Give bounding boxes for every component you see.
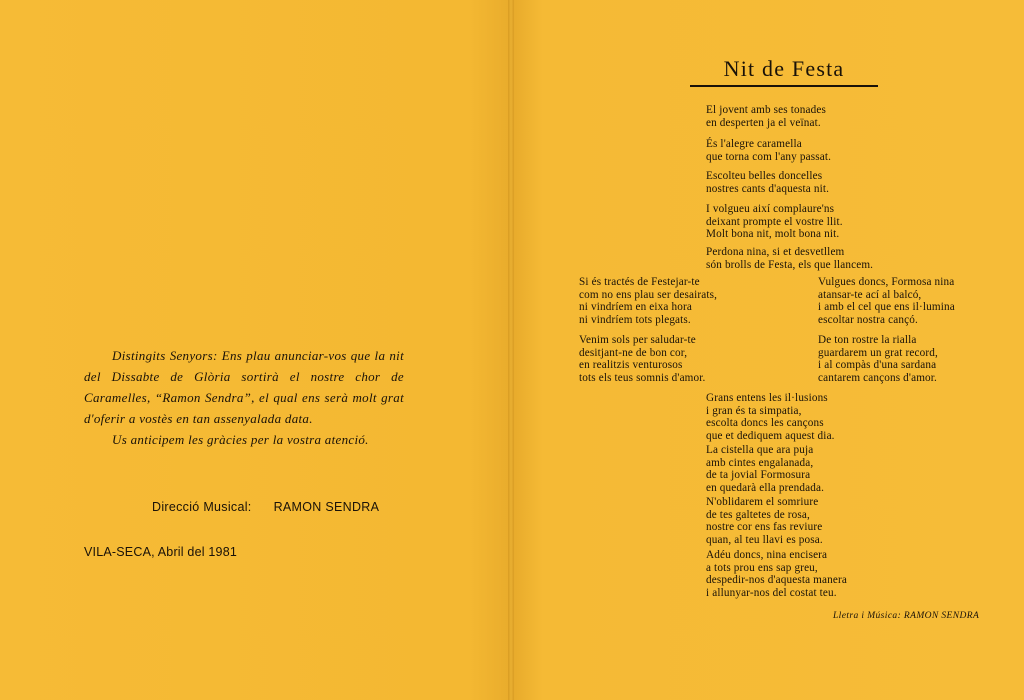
poem-line: Perdona nina, si et desvetllem	[706, 246, 845, 258]
poem-line: nostres cants d'aquesta nit.	[706, 182, 830, 195]
poem-line: deixant prompte el vostre llit.	[706, 215, 843, 228]
poem-line: N'oblidarem el somriure	[706, 496, 819, 508]
poem-line: És l'alegre caramella	[706, 138, 802, 150]
stanza-7	[818, 276, 955, 326]
poem-line: en realitzis venturosos	[579, 359, 683, 371]
poem-line: De ton rostre la rialla	[818, 334, 917, 346]
stanza-4	[706, 203, 843, 241]
stanza-8	[579, 334, 705, 384]
poem-line: quan, al teu llavi es posa.	[706, 533, 823, 546]
poem-line: de ta jovial Formosura	[706, 469, 811, 481]
page-fold	[508, 0, 514, 700]
stanza-12	[706, 496, 823, 546]
poem-line: Grans entens les il·lusions	[706, 392, 828, 404]
poem-line: escoltar nostra cançó.	[818, 313, 918, 326]
poem-line: que torna com l'any passat.	[706, 150, 832, 163]
poem-line: atansar-te ací al balcó,	[818, 288, 922, 301]
poem-line: El jovent amb ses tonades	[706, 104, 826, 116]
stanza-1	[706, 104, 826, 129]
poem-line: I volgueu així complaure'ns	[706, 203, 835, 215]
stanza-13	[706, 549, 847, 599]
poem-line: Adéu doncs, nina encisera	[706, 549, 828, 561]
poem-line: ni vindríem en eixa hora	[579, 301, 692, 313]
poem-line: Molt bona nit, molt bona nit.	[706, 228, 840, 240]
poem-line: com no ens plau ser desairats,	[579, 288, 718, 301]
poem-line: La cistella que ara puja	[706, 444, 814, 456]
poem-line: i amb el cel que ens il·lumina	[818, 301, 955, 313]
invitation-text	[84, 345, 404, 450]
director-name: RAMON SENDRA	[273, 500, 380, 514]
invitation-paragraph: Distingits Senyors: Ens plau anunciar-vos que la nit del Dissabte de Glòria sortirà el nostre chor de Caramelles, “Ramon Sendra”, el qual ens serà molt grat d'oferir a vostès en tan assenyalada data.	[84, 348, 404, 426]
poem-line: tots els teus somnis d'amor.	[579, 371, 706, 384]
stanza-6	[579, 276, 717, 326]
poem-line: són brolls de Festa, els que llancem.	[706, 258, 874, 271]
poem-line: en desperten ja el veïnat.	[706, 116, 821, 129]
direction-label: Direcció Musical:	[152, 500, 252, 514]
poem-line: de tes galtetes de rosa,	[706, 508, 810, 521]
poem-line: ni vindríem tots plegats.	[579, 313, 691, 326]
poem-line: Vulgues doncs, Formosa nina	[818, 276, 955, 288]
poem-line: que et dediquem aquest dia.	[706, 429, 835, 442]
stanza-11	[706, 444, 824, 494]
poem-line: Venim sols per saludar-te	[579, 334, 696, 346]
place-date: VILA-SECA, Abril del 1981	[84, 545, 237, 559]
poem-line: amb cintes engalanada,	[706, 456, 814, 469]
poem-line: i gran és ta simpatia,	[706, 404, 802, 417]
thanks-line: Us anticipem les gràcies per la vostra atenció.	[112, 432, 369, 447]
poem-line: despedir-nos d'aquesta manera	[706, 574, 847, 586]
lyrics-music-credit: Lletra i Música: RAMON SENDRA	[833, 611, 980, 621]
poem-line: desitjant-ne de bon cor,	[579, 346, 688, 359]
poem-title: Nit de Festa	[690, 56, 878, 87]
poem-line: cantarem cançons d'amor.	[818, 371, 937, 384]
poem-line: en quedarà ella prendada.	[706, 481, 825, 494]
poem-line: Si és tractés de Festejar-te	[579, 276, 700, 288]
musical-direction	[152, 500, 379, 514]
poem-line: nostre cor ens fas reviure	[706, 521, 823, 533]
poem-line: guardarem un grat record,	[818, 346, 938, 359]
stanza-2	[706, 138, 831, 163]
poem-line: a tots prou ens sap greu,	[706, 561, 818, 574]
poem-line: i al compàs d'una sardana	[818, 359, 937, 371]
poem-line: escolta doncs les cançons	[706, 417, 824, 429]
stanza-5	[706, 246, 873, 271]
stanza-3	[706, 170, 829, 195]
poem-line: Escolteu belles doncelles	[706, 170, 823, 182]
poem-line: i allunyar-nos del costat teu.	[706, 586, 837, 599]
stanza-9	[818, 334, 938, 384]
stanza-10	[706, 392, 835, 442]
